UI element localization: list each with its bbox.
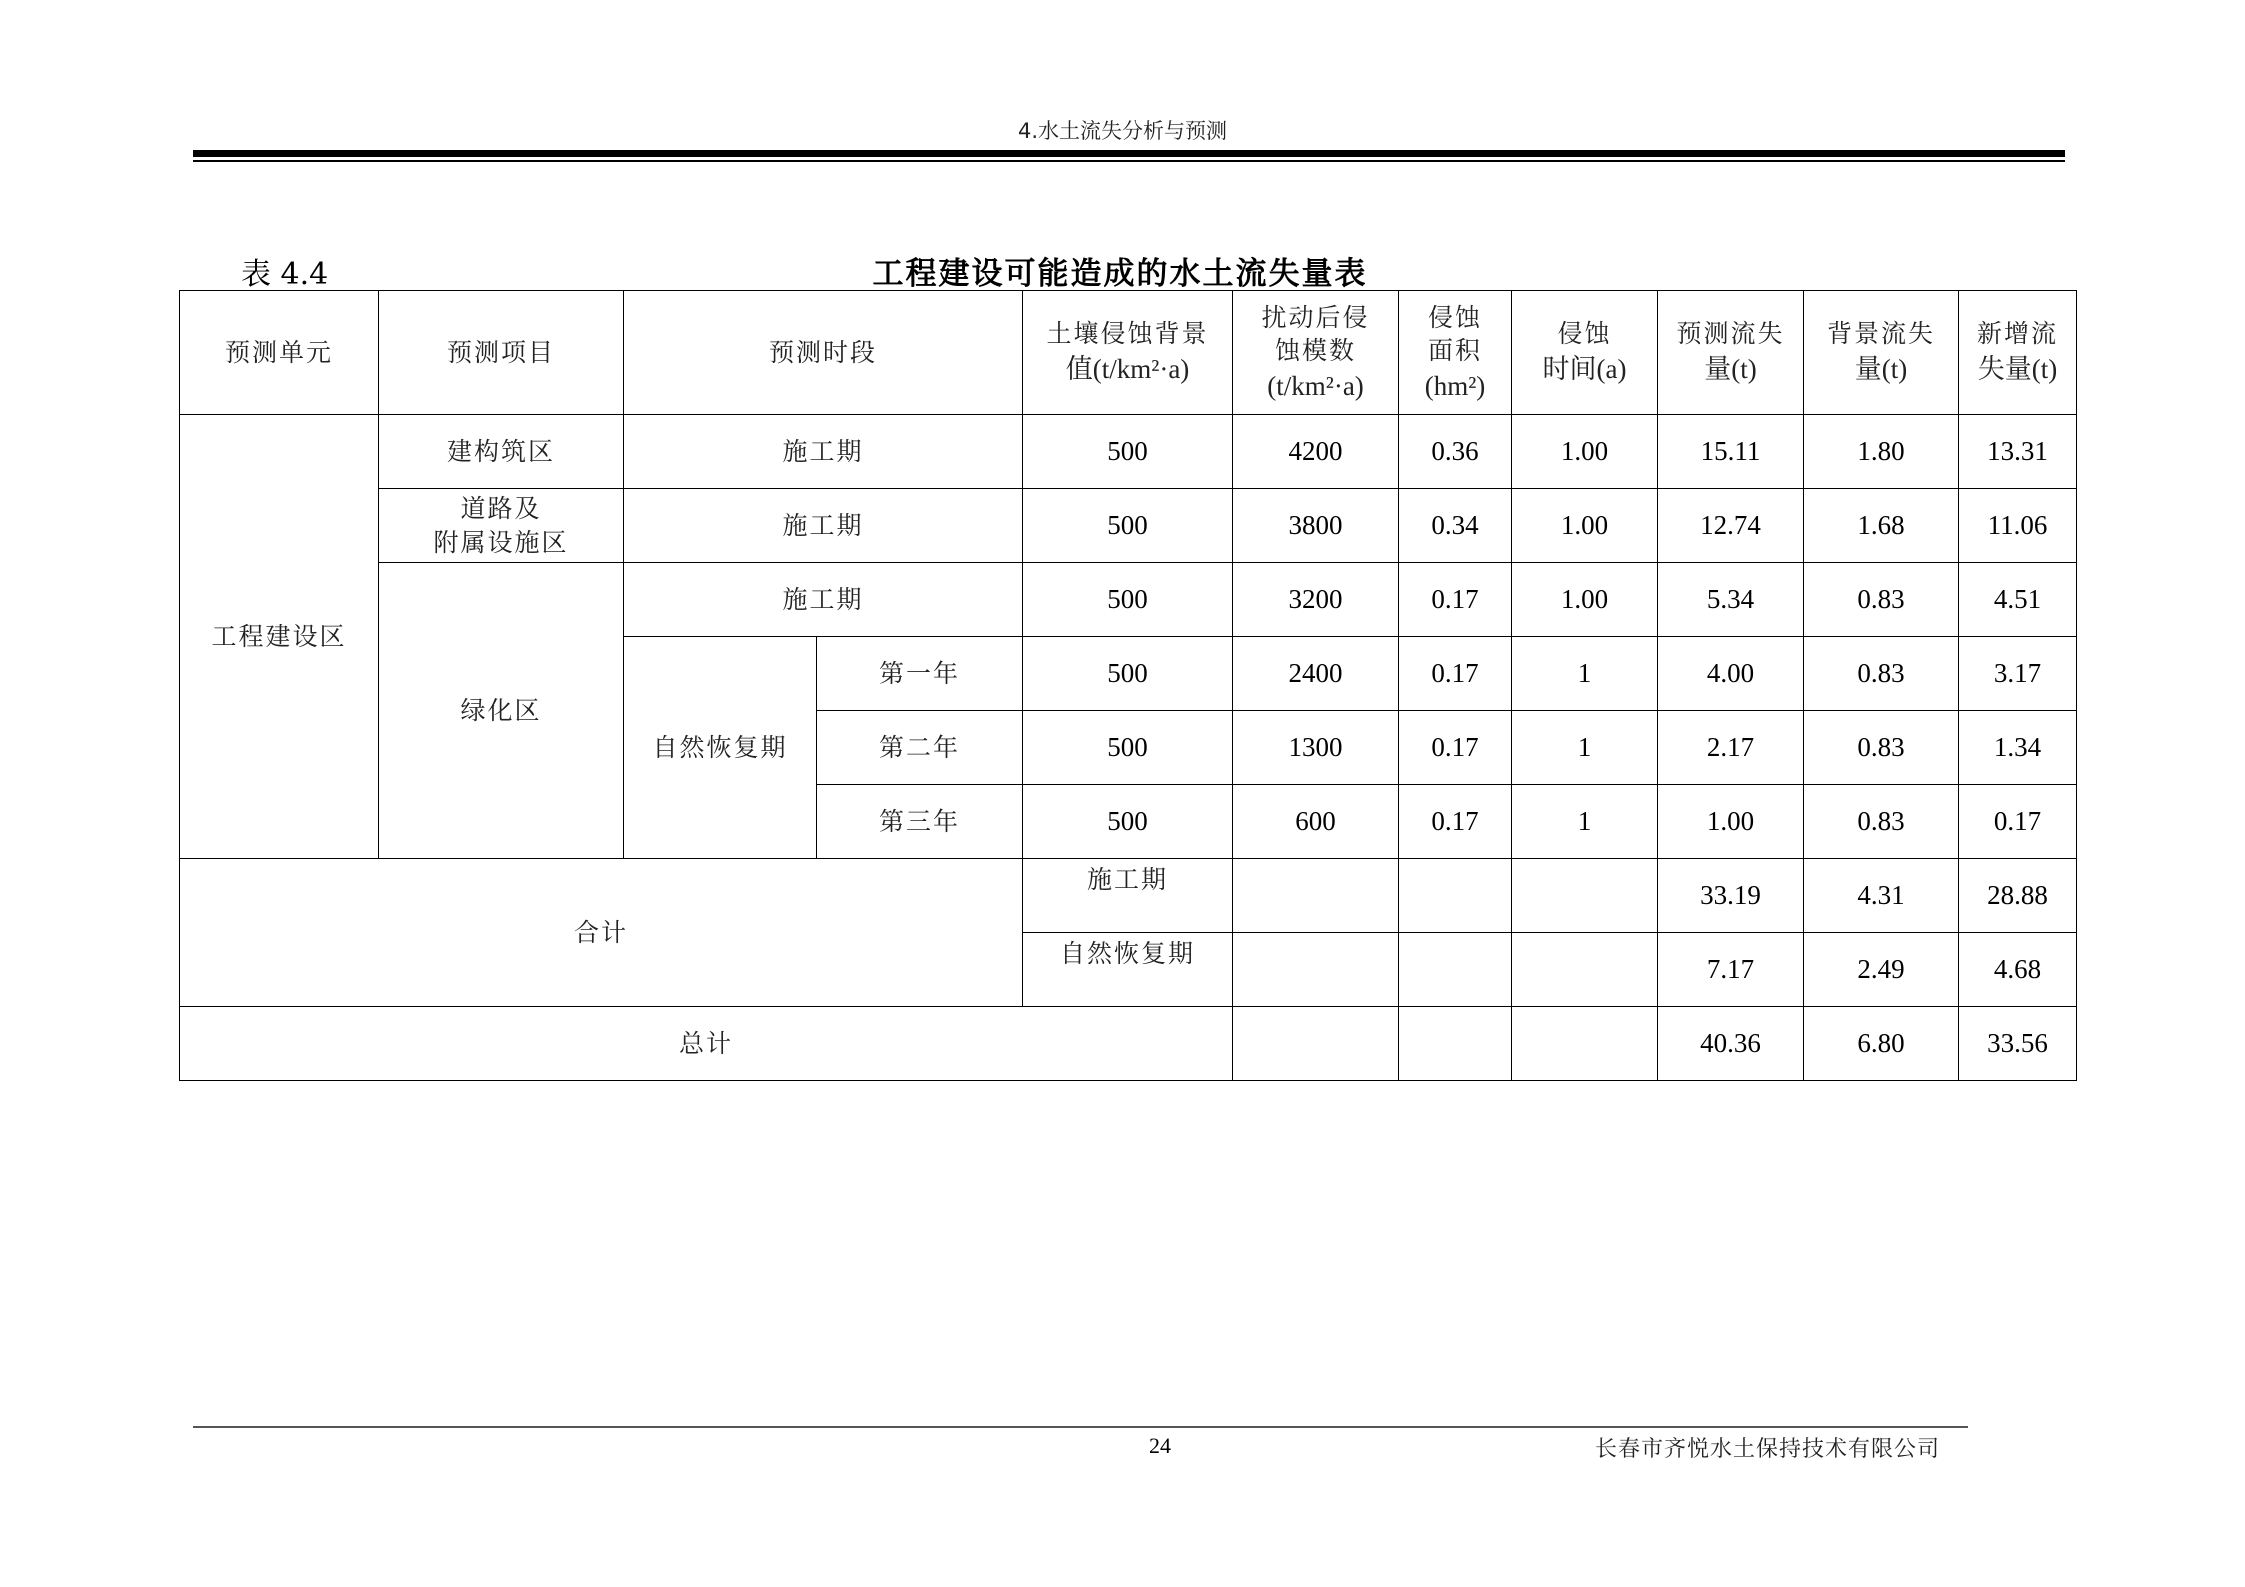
unit-cell: 工程建设区 xyxy=(180,415,379,859)
header-time: 侵蚀 时间(a) xyxy=(1512,291,1658,415)
bg-loss-cell: 0.83 xyxy=(1804,563,1959,637)
pred-loss-cell: 7.17 xyxy=(1658,933,1804,1007)
subtotal-row xyxy=(180,859,2077,933)
area-cell: 0.17 xyxy=(1399,785,1512,859)
pred-loss-cell: 15.11 xyxy=(1658,415,1804,489)
bg-loss-cell: 2.49 xyxy=(1804,933,1959,1007)
pred-loss-cell: 1.00 xyxy=(1658,785,1804,859)
period-cell: 施工期 xyxy=(624,563,1023,637)
header-dist-modulus: 扰动后侵 蚀模数 (t/km²·a) xyxy=(1233,291,1399,415)
dist-modulus-cell: 3200 xyxy=(1233,563,1399,637)
recovery-period-cell: 自然恢复期 xyxy=(624,637,817,859)
empty-cell xyxy=(1233,933,1399,1007)
empty-cell xyxy=(1233,1007,1399,1081)
year-cell: 第一年 xyxy=(817,637,1023,711)
bg-loss-cell: 0.83 xyxy=(1804,785,1959,859)
bg-modulus-cell: 500 xyxy=(1023,711,1233,785)
time-cell: 1 xyxy=(1512,785,1658,859)
dist-modulus-cell: 1300 xyxy=(1233,711,1399,785)
table-header-row xyxy=(180,291,2077,415)
pred-loss-cell: 33.19 xyxy=(1658,859,1804,933)
table-row xyxy=(180,489,2077,563)
header-bg-loss: 背景流失 量(t) xyxy=(1804,291,1959,415)
header-area: 侵蚀 面积 (hm²) xyxy=(1399,291,1512,415)
running-header: 4.水土流失分析与预测 xyxy=(1017,119,1228,143)
subtotal-period-cell: 施工期 xyxy=(1023,859,1233,933)
header-period: 预测时段 xyxy=(624,291,1023,415)
new-loss-cell: 0.17 xyxy=(1959,785,2077,859)
header-rule-thick xyxy=(193,150,2065,157)
bg-loss-cell: 0.83 xyxy=(1804,711,1959,785)
pred-loss-cell: 5.34 xyxy=(1658,563,1804,637)
bg-loss-cell: 4.31 xyxy=(1804,859,1959,933)
item-cell: 道路及 附属设施区 xyxy=(379,489,624,563)
empty-cell xyxy=(1399,859,1512,933)
dist-modulus-cell: 4200 xyxy=(1233,415,1399,489)
header-pred-loss: 预测流失 量(t) xyxy=(1658,291,1804,415)
empty-cell xyxy=(1233,859,1399,933)
table-row xyxy=(180,415,2077,489)
dist-modulus-cell: 3800 xyxy=(1233,489,1399,563)
new-loss-cell: 1.34 xyxy=(1959,711,2077,785)
area-cell: 0.34 xyxy=(1399,489,1512,563)
table-row xyxy=(180,563,2077,637)
subtotal-period-cell: 自然恢复期 xyxy=(1023,933,1233,1007)
total-row xyxy=(180,1007,2077,1081)
company-name: 长春市齐悦水土保持技术有限公司 xyxy=(1594,1437,1940,1462)
area-cell: 0.36 xyxy=(1399,415,1512,489)
dist-modulus-cell: 600 xyxy=(1233,785,1399,859)
header-item: 预测项目 xyxy=(379,291,624,415)
pred-loss-cell: 40.36 xyxy=(1658,1007,1804,1081)
header-unit: 预测单元 xyxy=(180,291,379,415)
period-cell: 施工期 xyxy=(624,489,1023,563)
new-loss-cell: 33.56 xyxy=(1959,1007,2077,1081)
item-cell: 绿化区 xyxy=(379,563,624,859)
time-cell: 1 xyxy=(1512,711,1658,785)
bg-modulus-cell: 500 xyxy=(1023,489,1233,563)
page-number: 24 xyxy=(1149,1433,1171,1458)
area-cell: 0.17 xyxy=(1399,637,1512,711)
bg-modulus-cell: 500 xyxy=(1023,563,1233,637)
empty-cell xyxy=(1512,933,1658,1007)
new-loss-cell: 11.06 xyxy=(1959,489,2077,563)
period-cell: 施工期 xyxy=(624,415,1023,489)
bg-loss-cell: 0.83 xyxy=(1804,637,1959,711)
pred-loss-cell: 2.17 xyxy=(1658,711,1804,785)
total-label-cell: 总计 xyxy=(180,1007,1233,1081)
header-new-loss: 新增流 失量(t) xyxy=(1959,291,2077,415)
time-cell: 1 xyxy=(1512,637,1658,711)
pred-loss-cell: 12.74 xyxy=(1658,489,1804,563)
table-title: 工程建设可能造成的水土流失量表 xyxy=(872,256,1368,292)
header-bg-modulus: 土壤侵蚀背景 值(t/km²·a) xyxy=(1023,291,1233,415)
time-cell: 1.00 xyxy=(1512,415,1658,489)
new-loss-cell: 13.31 xyxy=(1959,415,2077,489)
bg-modulus-cell: 500 xyxy=(1023,415,1233,489)
bg-loss-cell: 1.80 xyxy=(1804,415,1959,489)
empty-cell xyxy=(1512,1007,1658,1081)
bg-loss-cell: 1.68 xyxy=(1804,489,1959,563)
new-loss-cell: 4.51 xyxy=(1959,563,2077,637)
header-rule-thin xyxy=(193,160,2065,162)
empty-cell xyxy=(1399,1007,1512,1081)
empty-cell xyxy=(1512,859,1658,933)
new-loss-cell: 28.88 xyxy=(1959,859,2077,933)
new-loss-cell: 4.68 xyxy=(1959,933,2077,1007)
time-cell: 1.00 xyxy=(1512,563,1658,637)
table-label: 表 4.4 xyxy=(241,257,329,292)
new-loss-cell: 3.17 xyxy=(1959,637,2077,711)
year-cell: 第三年 xyxy=(817,785,1023,859)
time-cell: 1.00 xyxy=(1512,489,1658,563)
item-cell: 建构筑区 xyxy=(379,415,624,489)
bg-modulus-cell: 500 xyxy=(1023,785,1233,859)
empty-cell xyxy=(1399,933,1512,1007)
subtotal-label-cell: 合计 xyxy=(180,859,1023,1007)
pred-loss-cell: 4.00 xyxy=(1658,637,1804,711)
footer-rule xyxy=(193,1426,1968,1428)
soil-loss-table xyxy=(179,290,2077,1081)
year-cell: 第二年 xyxy=(817,711,1023,785)
area-cell: 0.17 xyxy=(1399,563,1512,637)
dist-modulus-cell: 2400 xyxy=(1233,637,1399,711)
area-cell: 0.17 xyxy=(1399,711,1512,785)
bg-modulus-cell: 500 xyxy=(1023,637,1233,711)
bg-loss-cell: 6.80 xyxy=(1804,1007,1959,1081)
